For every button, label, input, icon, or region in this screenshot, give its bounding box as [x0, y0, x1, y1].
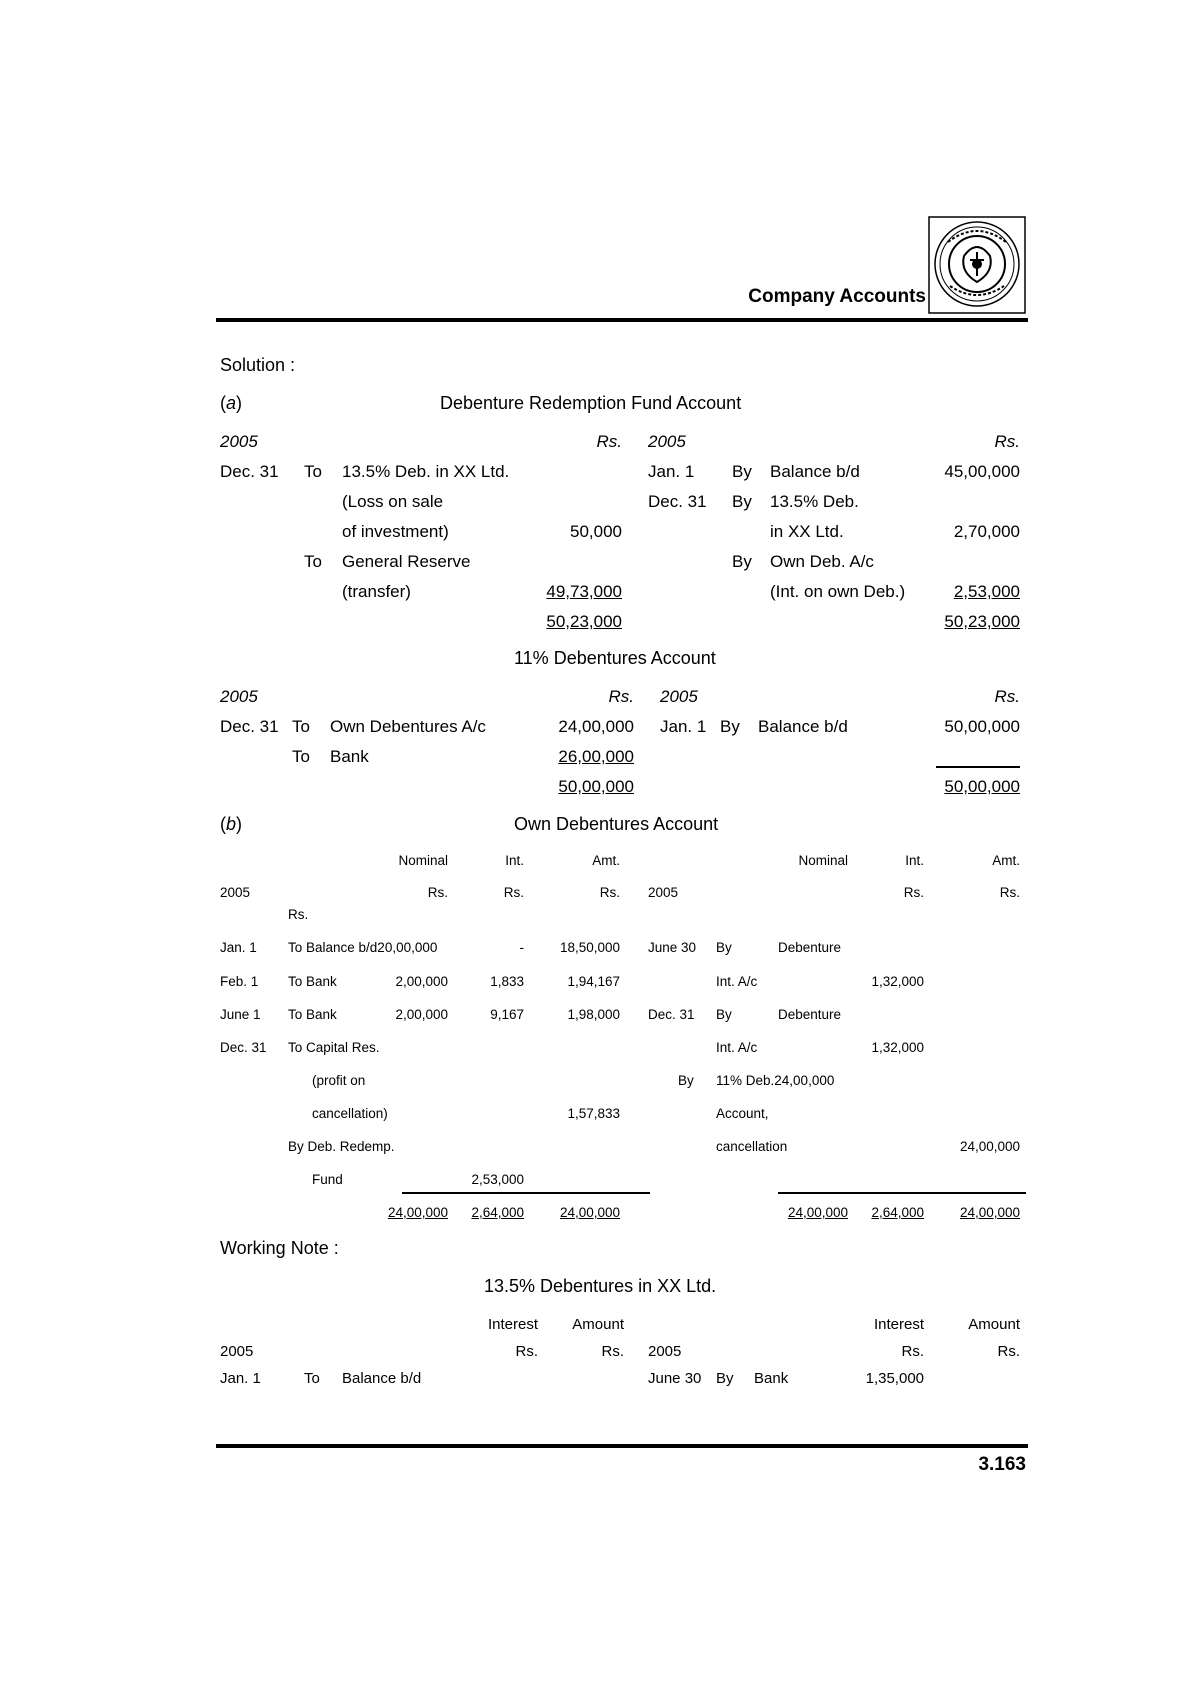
drf-rs-left: Rs.	[596, 432, 622, 451]
working-year-left: 2005	[220, 1343, 254, 1360]
own-l5-particulars: (profit on	[312, 1073, 366, 1088]
own-l4-particulars: To Capital Res.	[288, 1040, 380, 1055]
own-h-int: Int.	[505, 853, 524, 868]
deb11-l2-particulars: Bank	[330, 747, 369, 766]
own-l2-particulars: To Bank	[288, 974, 337, 989]
deb11-year-right: 2005	[660, 687, 698, 706]
own-title: Own Debentures Account	[514, 814, 719, 834]
drf-r1-particulars: Balance b/d	[770, 462, 860, 481]
deb11-rs-right: Rs.	[994, 687, 1020, 706]
deb11-l1-particulars: Own Debentures A/c	[330, 717, 486, 736]
own-r3-date: Dec. 31	[648, 1007, 695, 1022]
own-l1-date: Jan. 1	[220, 940, 257, 955]
own-left-total-nominal: 24,00,000	[387, 1205, 448, 1220]
footer-rule	[216, 1444, 1028, 1448]
own-r3-by: By	[716, 1007, 732, 1022]
own-r5-by: By	[678, 1073, 694, 1088]
own-rs-nominal: Rs.	[427, 885, 448, 900]
drf-year-right: 2005	[648, 432, 686, 451]
own-rs-wrap: Rs.	[288, 907, 309, 922]
drf-l5-particulars: (transfer)	[342, 582, 411, 601]
own-r1-date: June 30	[648, 940, 697, 955]
own-right-total-nominal: 24,00,000	[787, 1205, 848, 1220]
own-rs-amt: Rs.	[599, 885, 620, 900]
part-a-letter: a	[226, 393, 237, 413]
own-l1-particulars: To Balance b/d20,00,000	[288, 940, 438, 955]
drf-r4-by: By	[732, 552, 752, 571]
part-b-label: (b)	[220, 814, 243, 834]
own-rs-amt-right: Rs.	[999, 885, 1020, 900]
drf-r5-amount: 2,53,000	[953, 582, 1020, 601]
drf-l2-particulars: (Loss on sale	[342, 492, 444, 511]
deb11-l2-amount: 26,00,000	[558, 747, 634, 766]
own-r2-particulars: Int. A/c	[716, 974, 758, 989]
part-a-label: (a)	[220, 393, 243, 413]
drf-l4-particulars: General Reserve	[342, 552, 471, 571]
own-r7-amt: 24,00,000	[959, 1139, 1020, 1154]
drf-r4-particulars: Own Deb. A/c	[770, 552, 874, 571]
working-rs-interest-left: Rs.	[515, 1343, 538, 1360]
drf-l3-particulars: of investment)	[342, 522, 449, 541]
own-r4-particulars: Int. A/c	[716, 1040, 758, 1055]
drf-r1-amount: 45,00,000	[944, 462, 1020, 481]
drf-r3-particulars: in XX Ltd.	[770, 522, 844, 541]
own-l1-amt: 18,50,000	[559, 940, 620, 955]
working-l1-to: To	[304, 1370, 320, 1387]
deb11-r1-particulars: Balance b/d	[758, 717, 848, 736]
own-l7-particulars: By Deb. Redemp.	[288, 1139, 395, 1154]
emblem-logo	[928, 216, 1028, 316]
own-h-amt-right: Amt.	[992, 853, 1020, 868]
own-left-rule	[402, 1192, 650, 1194]
drf-r2-date: Dec. 31	[648, 492, 707, 511]
drf-l1-date: Dec. 31	[220, 462, 279, 481]
own-r2-int: 1,32,000	[871, 974, 924, 989]
working-r1-particulars: Bank	[754, 1370, 789, 1387]
drf-title: Debenture Redemption Fund Account	[440, 393, 742, 413]
header-title: Company Accounts	[748, 286, 926, 307]
own-r4-int: 1,32,000	[871, 1040, 924, 1055]
working-year-right: 2005	[648, 1343, 682, 1360]
own-l3-int: 9,167	[490, 1007, 524, 1022]
working-rs-amount-right: Rs.	[997, 1343, 1020, 1360]
own-l2-amt: 1,94,167	[567, 974, 620, 989]
drf-r2-by: By	[732, 492, 752, 511]
working-h-interest-left: Interest	[487, 1316, 538, 1333]
drf-left-total: 50,23,000	[546, 612, 622, 631]
drf-r1-by: By	[732, 462, 752, 481]
drf-year-left: 2005	[220, 432, 258, 451]
own-l3-amt: 1,98,000	[567, 1007, 620, 1022]
own-right-rule	[778, 1192, 1026, 1194]
own-l2-nominal: 2,00,000	[395, 974, 448, 989]
working-r1-by: By	[716, 1370, 734, 1387]
drf-l5-amount: 49,73,000	[546, 582, 622, 601]
drf-right-total: 50,23,000	[944, 612, 1020, 631]
drf-l1-to: To	[304, 462, 322, 481]
own-l8-int: 2,53,000	[471, 1172, 524, 1187]
deb11-r1-date: Jan. 1	[660, 717, 707, 736]
deb11-rs-left: Rs.	[608, 687, 634, 706]
own-l2-int: 1,833	[490, 974, 524, 989]
working-h-interest-right: Interest	[873, 1316, 924, 1333]
deb11-year-left: 2005	[220, 687, 258, 706]
own-l6-particulars: cancellation)	[312, 1106, 388, 1121]
drf-l3-amount: 50,000	[570, 522, 622, 541]
working-note-label: Working Note :	[220, 1238, 339, 1258]
deb11-l1-to: To	[292, 717, 310, 736]
own-l8-particulars: Fund	[312, 1172, 343, 1187]
own-right-total-amt: 24,00,000	[959, 1205, 1020, 1220]
own-r1-by: By	[716, 940, 732, 955]
working-rs-amount-left: Rs.	[601, 1343, 624, 1360]
working-r1-int: 1,35,000	[865, 1370, 924, 1387]
working-l1-date: Jan. 1	[220, 1370, 261, 1387]
own-left-total-int: 2,64,000	[471, 1205, 524, 1220]
page-number: 3.163	[978, 1454, 1026, 1475]
drf-rs-right: Rs.	[994, 432, 1020, 451]
drf-r2-particulars: 13.5% Deb.	[770, 492, 859, 511]
drf-r1-date: Jan. 1	[648, 462, 695, 481]
deb11-l2-to: To	[292, 747, 310, 766]
own-rs-int-right: Rs.	[903, 885, 924, 900]
own-h-nominal: Nominal	[398, 853, 448, 868]
drf-l4-to: To	[304, 552, 322, 571]
own-h-amt: Amt.	[592, 853, 620, 868]
own-l1-int: -	[519, 940, 524, 955]
deb11-l1-date: Dec. 31	[220, 717, 279, 736]
deb11-left-total: 50,00,000	[558, 777, 634, 796]
drf-r3-amount: 2,70,000	[953, 522, 1020, 541]
own-l4-date: Dec. 31	[220, 1040, 267, 1055]
header-rule	[216, 318, 1028, 322]
own-l3-date: June 1	[220, 1007, 261, 1022]
own-left-total-amt: 24,00,000	[559, 1205, 620, 1220]
own-l6-amt: 1,57,833	[567, 1106, 620, 1121]
drf-r5-particulars: (Int. on own Deb.)	[770, 582, 906, 601]
own-r7-particulars: cancellation	[716, 1139, 788, 1154]
drf-l1-particulars: 13.5% Deb. in XX Ltd.	[342, 462, 510, 481]
own-r3-particulars: Debenture	[778, 1007, 842, 1022]
own-r1-particulars: Debenture	[778, 940, 842, 955]
own-h-nominal-right: Nominal	[798, 853, 848, 868]
own-h-int-right: Int.	[905, 853, 924, 868]
deb11-right-rule	[936, 766, 1020, 768]
own-rs-int: Rs.	[503, 885, 524, 900]
part-b-letter: b	[226, 814, 237, 834]
own-l3-particulars: To Bank	[288, 1007, 337, 1022]
deb11-r1-by: By	[720, 717, 740, 736]
working-h-amount-left: Amount	[572, 1316, 624, 1333]
own-l3-nominal: 2,00,000	[395, 1007, 448, 1022]
deb11-right-total: 50,00,000	[944, 777, 1020, 796]
working-h-amount-right: Amount	[968, 1316, 1020, 1333]
own-l2-date: Feb. 1	[220, 974, 259, 989]
deb11-title: 11% Debentures Account	[514, 648, 716, 668]
own-r5-particulars: 11% Deb.24,00,000	[716, 1073, 835, 1088]
working-r1-date: June 30	[648, 1370, 702, 1387]
own-r6-particulars: Account,	[716, 1106, 769, 1121]
deb11-r1-amount: 50,00,000	[944, 717, 1020, 736]
own-right-total-int: 2,64,000	[871, 1205, 924, 1220]
working-rs-interest-right: Rs.	[901, 1343, 924, 1360]
solution-label: Solution :	[220, 355, 296, 375]
working-l1-particulars: Balance b/d	[342, 1370, 422, 1387]
deb11-l1-amount: 24,00,000	[558, 717, 634, 736]
own-year-left: 2005	[220, 885, 251, 900]
own-year-right: 2005	[648, 885, 679, 900]
working-title: 13.5% Debentures in XX Ltd.	[484, 1276, 717, 1296]
